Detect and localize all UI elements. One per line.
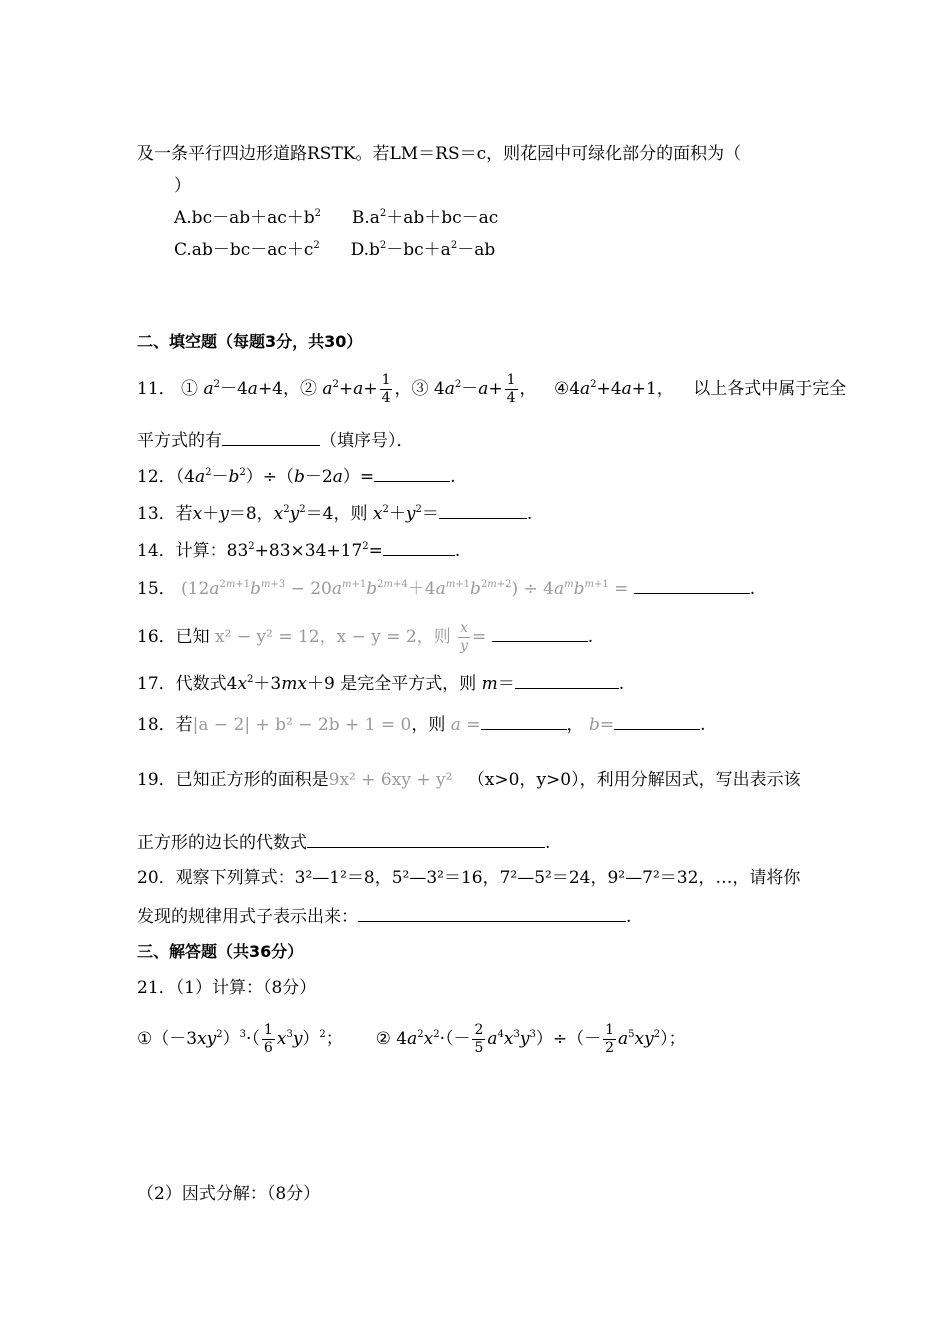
q12-answer-blank[interactable] xyxy=(374,464,450,482)
q13: 13．若x＋y＝8，$x^2y^2=4$，则 $x^2+y^2=$ . xyxy=(137,501,532,526)
q18-a-blank[interactable] xyxy=(481,712,567,730)
q12: 12．$(4a^2-b^2)\div(b-2a)=$ . xyxy=(137,464,456,489)
q17-answer-blank[interactable] xyxy=(515,671,619,689)
q15-answer-blank[interactable] xyxy=(634,576,750,594)
q19-answer-blank[interactable] xyxy=(307,830,545,848)
q10-options-cd xyxy=(174,238,495,262)
q20-line2: 发现的规律用式子表示出来： . xyxy=(137,904,631,929)
q10-option-a: $A.bc-ab+ac+b^2$ xyxy=(174,208,322,228)
section2-title: 二、填空题（每题3分，共30） xyxy=(137,332,363,351)
q21-head: 21．（1）计算：（8分） xyxy=(137,978,317,998)
q14: 14．计算：$83^2+83\times 34+17^2=$ . xyxy=(137,538,460,563)
q19-line2: 正方形的边长的代数式 . xyxy=(137,830,550,855)
q21-problems xyxy=(137,1022,686,1057)
q19-expression: 9x² + 6xy + y² xyxy=(328,770,453,790)
q20-answer-blank[interactable] xyxy=(358,904,626,922)
q10-option-c: $C.ab-bc-ac+c^2$ xyxy=(174,240,320,260)
q20-line1: 20．观察下列算式：3²—1²＝8，5²—3²＝16，7²—5²＝24，9²—7²＝32，…，请将你 xyxy=(137,868,801,888)
q15-expression: $(12a^{2m+1}b^{m+3} - 20a^{m+1}b^{2m+4}+4a^{m+1}b^{2m+2}) \div 4a^mb^{m+1}$ = xyxy=(181,579,629,599)
q16: 16．已知 x² − y² = 12，x − y = 2，则 $\frac{x}{y}$ = . xyxy=(137,620,594,654)
q10-option-b: $B.a^2+ab+bc-ac$ xyxy=(351,208,499,228)
q16-fraction: $\frac{x}{y}$ xyxy=(460,620,469,654)
q11-line2: 平方式的有 （填序号）． xyxy=(137,428,414,453)
q16-condition: x² − y² = 12，x − y = 2，则 xyxy=(215,627,451,647)
q21-problem-1: $①(-3xy^2)^3\cdot$（ $\frac{1}{6}$ $x^3y)^2$； xyxy=(137,1022,343,1056)
q10-option-d: $D.b^2-bc+a^2-ab$ xyxy=(350,240,496,260)
section3-title: 三、解答题（共36分） xyxy=(137,942,304,961)
q10-options-ab xyxy=(174,206,498,230)
q19-line1: 19．已知正方形的面积是9x² + 6xy + y² （x>0，y>0），利用分解因式，写出表示该 xyxy=(137,770,801,790)
q21-part2: （2）因式分解：（8分） xyxy=(137,1184,321,1204)
q18-equation: |a − 2| + b² − 2b + 1 = 0 xyxy=(192,715,412,735)
q18: 18．若|a − 2| + b² − 2b + 1 = 0，则 a = ， b= . xyxy=(137,712,706,737)
q18-b-blank[interactable] xyxy=(614,712,700,730)
q16-answer-blank[interactable] xyxy=(492,624,588,642)
q15: 15． $(12a^{2m+1}b^{m+3} - 20a^{m+1}b^{2m+4}+4a^{m+1}b^{2m+2}) \div 4a^mb^{m+1}$ = . xyxy=(137,576,755,601)
q11-line1: 11． ① $a^2-4a+4$，② $a^2+a+$ $\frac{1}{4}$ ，③ $4a^2-a+$ $\frac{1}{4}$ ， $④4a^2+4a+1$， 以上各式中属于完全 xyxy=(137,372,847,406)
q10-line2: ） xyxy=(174,176,191,196)
q10-line1: 及一条平行四边形道路RSTK。若LM＝RS＝c，则花园中可绿化部分的面积为（ xyxy=(137,144,742,164)
q14-answer-blank[interactable] xyxy=(383,538,455,556)
q13-answer-blank[interactable] xyxy=(439,501,527,519)
q11-answer-blank[interactable] xyxy=(222,428,320,446)
q17: 17．代数式$4x^2+3mx+9$ 是完全平方式，则 m＝ . xyxy=(137,671,624,696)
q21-problem-2: ② $4a^2x^2\cdot(-$ $\frac{2}{5}$ $a^4x^3y^3)\div(-$ $\frac{1}{2}$ $a^5xy^2$）； xyxy=(375,1022,686,1056)
